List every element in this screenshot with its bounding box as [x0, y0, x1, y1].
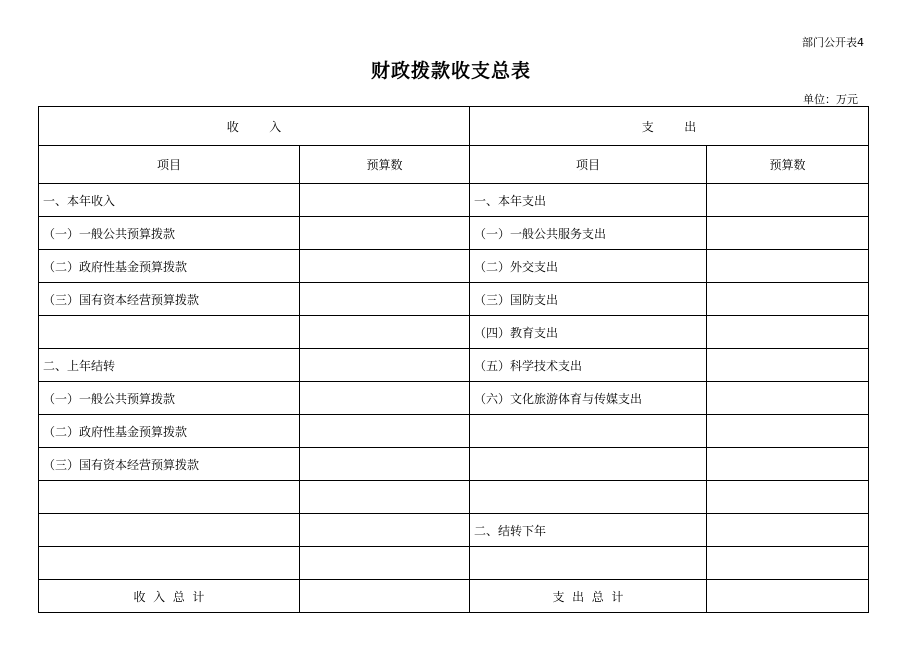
expense-amount-cell — [707, 184, 869, 217]
expense-amount-cell — [707, 382, 869, 415]
income-amount-cell — [300, 316, 470, 349]
income-item-cell: （二）政府性基金预算拨款 — [39, 415, 300, 448]
income-item-cell: 二、上年结转 — [39, 349, 300, 382]
table-row — [39, 184, 869, 217]
income-amount-cell — [300, 415, 470, 448]
column-header-row — [39, 146, 869, 184]
page-title: 财政拨款收支总表 — [370, 60, 531, 82]
unit-label: 单位：万元 — [803, 93, 858, 106]
expense-item-cell — [470, 415, 707, 448]
expense-item-cell: （一）一般公共服务支出 — [470, 217, 707, 250]
expense-amount-cell — [707, 547, 869, 580]
expense-item-cell: 二、结转下年 — [470, 514, 707, 547]
income-item-cell: （一）一般公共预算拨款 — [39, 382, 300, 415]
income-amount-cell — [300, 514, 470, 547]
table-row — [39, 448, 869, 481]
expense-item-cell — [470, 547, 707, 580]
expense-total-label: 支 出 总 计 — [470, 580, 707, 613]
expense-amount-cell — [707, 283, 869, 316]
expense-amount-cell — [707, 448, 869, 481]
table-row — [39, 514, 869, 547]
expense-item-cell: 一、本年支出 — [470, 184, 707, 217]
income-total-label: 收 入 总 计 — [39, 580, 300, 613]
expense-item-header: 项目 — [470, 146, 707, 184]
expense-item-cell — [470, 448, 707, 481]
income-item-header: 项目 — [39, 146, 300, 184]
income-budget-header: 预算数 — [300, 146, 470, 184]
expense-section-header: 支 出 — [470, 107, 869, 146]
expense-item-cell: （二）外交支出 — [470, 250, 707, 283]
table-row — [39, 481, 869, 514]
expense-amount-cell — [707, 481, 869, 514]
income-amount-cell — [300, 283, 470, 316]
income-amount-cell — [300, 184, 470, 217]
income-amount-cell — [300, 349, 470, 382]
income-item-cell — [39, 481, 300, 514]
expense-item-cell: （三）国防支出 — [470, 283, 707, 316]
expense-budget-header: 预算数 — [707, 146, 869, 184]
income-amount-cell — [300, 481, 470, 514]
income-section-header: 收 入 — [39, 107, 470, 146]
expense-item-cell: （五）科学技术支出 — [470, 349, 707, 382]
section-header-row — [39, 107, 869, 146]
income-item-cell: 一、本年收入 — [39, 184, 300, 217]
total-row — [39, 580, 869, 613]
expense-amount-cell — [707, 415, 869, 448]
expense-amount-cell — [707, 316, 869, 349]
table-row — [39, 349, 869, 382]
expense-amount-cell — [707, 250, 869, 283]
income-item-cell — [39, 547, 300, 580]
income-item-cell — [39, 316, 300, 349]
table-row — [39, 283, 869, 316]
expense-amount-cell — [707, 217, 869, 250]
income-amount-cell — [300, 250, 470, 283]
income-item-cell — [39, 514, 300, 547]
income-total-amount — [300, 580, 470, 613]
expense-total-amount — [707, 580, 869, 613]
form-code: 部门公开表4 — [802, 36, 864, 49]
income-amount-cell — [300, 217, 470, 250]
expense-item-cell — [470, 481, 707, 514]
income-item-cell: （三）国有资本经营预算拨款 — [39, 448, 300, 481]
table-row — [39, 217, 869, 250]
table-row — [39, 316, 869, 349]
income-amount-cell — [300, 382, 470, 415]
table-row — [39, 382, 869, 415]
expense-item-cell: （四）教育支出 — [470, 316, 707, 349]
income-item-cell: （二）政府性基金预算拨款 — [39, 250, 300, 283]
budget-summary-table — [38, 106, 869, 613]
table-row — [39, 250, 869, 283]
expense-amount-cell — [707, 514, 869, 547]
income-item-cell: （一）一般公共预算拨款 — [39, 217, 300, 250]
table-row — [39, 415, 869, 448]
income-amount-cell — [300, 448, 470, 481]
expense-amount-cell — [707, 349, 869, 382]
income-item-cell: （三）国有资本经营预算拨款 — [39, 283, 300, 316]
table-row — [39, 547, 869, 580]
expense-item-cell: （六）文化旅游体育与传媒支出 — [470, 382, 707, 415]
income-amount-cell — [300, 547, 470, 580]
